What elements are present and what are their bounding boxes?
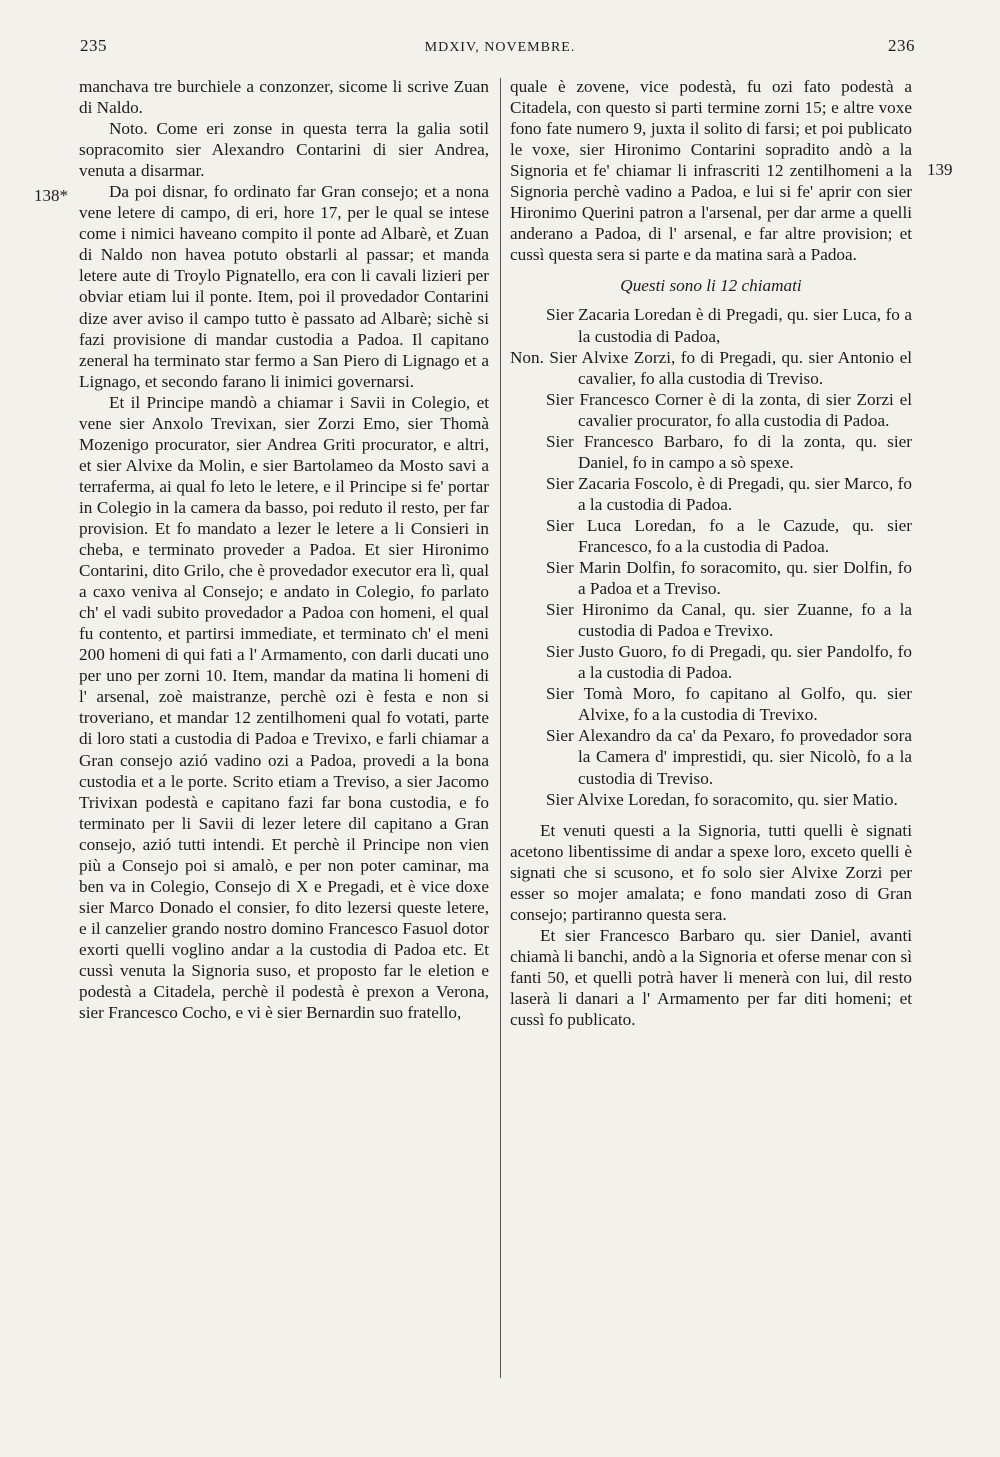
paragraph: manchava tre burchiele a conzonzer, sicome li scrive Zuan di Naldo. xyxy=(79,77,489,118)
list-item-text: Sier Luca Loredan, fo a le Cazude, qu. sier Francesco, fo a la custodia di Padoa. xyxy=(546,515,912,556)
right-column xyxy=(510,76,912,1030)
column-rule xyxy=(500,78,501,1378)
list-item-text: Sier Francesco Corner è di la zonta, di sier Zorzi el cavalier procurator, fo alla custodia di Padoa. xyxy=(546,389,912,430)
paragraph: quale è zovene, vice podestà, fu ozi fato podestà a Citadela, con questo si parti termine zorni 15; e altre voxe fono fate numero 9, juxta il solito di farsi; et poi publicato le voxe, sier Hironimo Contarini sopradito andò a la Signoria et fe' chiamar li infrascriti 12 zentilhomeni a la Signoria perchè vadino a Padoa, e lui si fe' aprir con sier Hironimo Querini patron a l'arsenal, per dar arme a quelli anderano a Padoa, di l' arsenal, e far altre provision; et cussì questa sera si parte e da matina sarà a Padoa. xyxy=(510,77,912,265)
list-item xyxy=(510,431,912,473)
paragraph: Da poi disnar, fo ordinato far Gran consejo; et a nona vene letere di campo, di eri, hore 17, per le qual se intese come i nimici haveano compito il ponte ad Albarè, et Zuan di Naldo non havea potuto obstarli al passar; et manda letere aute di Troylo Pignatello, era con li cavali lizieri per obviar etiam lui il ponte. Item, poi il provedador Contarini dize aver aviso il campo tutto è passato ad Albarè; sichè si fazi provisione di mandar custodia a Padoa. Il capitano zeneral ha terminato star fermo a San Piero di Lignago et a Lignago, et secondo farano li inimici governarsi. xyxy=(79,182,489,391)
paragraph: Et venuti questi a la Signoria, tutti quelli è signati acetono libentissime di andar a spexe loro, exceto quelli è signati che si scusono, et fo solo sier Alvixe Zorzi per esser so mojer amalata; e fono mandati zoso di Gran consejo; partiranno questa sera. xyxy=(510,820,912,924)
running-head: MDXIV, NOVEMBRE. xyxy=(424,40,576,55)
paragraph: Noto. Come eri zonse in questa terra la galia sotil sopracomito sier Alexandro Contarini di sier Andrea, venuta a disarmar. xyxy=(79,119,489,181)
list-item-text: Sier Francesco Barbaro, fo di la zonta, qu. sier Daniel, fo in campo a sò spexe. xyxy=(546,431,912,472)
list-item xyxy=(510,304,912,346)
list-item-text: Sier Zacaria Loredan è di Pregadi, qu. sier Luca, fo a la custodia di Padoa, xyxy=(546,305,912,346)
list-item xyxy=(510,515,912,557)
paragraph: Et il Principe mandò a chiamar i Savii in Colegio, et vene sier Anxolo Trevixan, sier Zorzi Emo, sier Thomà Mozenigo procurator, sier Andrea Griti procurator, e altri, et sier Alvixe da Molin, e sier Bartolameo da Mosto savi a terraferma, ai qual fo leto le letere, e il Principe si fe' portar in Colegio in la camera da basso, poi reduto il resto, per far provision. Et fo mandato a lezer le letere a li Consieri in cheba, e terminato proveder a Padoa. Et sier Hironimo Contarini, dito Grilo, che è provedador executor era lì, qual a caxo veniva al Consejo; e andato in Colegio, fo parlato ch' el vadi subito provedador a Padoa con homeni, el qual fu contento, et partirsi immediate, et terminato ch' el meni 200 homeni di qui fati a l' Armamento, con darli ducati uno per uno per zorni 10. Item, mandar da matina li homeni di l' arsenal, zoè maistranze, perchè ozi è festa e non si troveriano, et mandar 12 zentilhomeni qual fo votati, parte di loro stati a custodia di Padoa e Trevixo, e farli chiamar a Gran consejo azió vadino ozi a Padoa, provedi a la bona custodia et a le porte. Scrito etiam a Treviso, a sier Jacomo Trivixan podestà e capitano fazi far bona custodia, e fo terminato per li Savii di lezer letere dil capitano a Gran consejo, azió tutti intendi. Et perchè il Principe non vien più a Consejo poi si amalò, e per non poter caminar, ma ben va in Colegio, Consejo di X e Pregadi, et è vice doxe sier Marco Donado el consier, fo dito lezersi queste letere, e il canzelier grando nostro domino Francesco Fasuol dotor exorti quelli voglino andar a la custodia di Padoa etc. Et cussì venuta la Signoria suso, et proposto far le eletion e podestà a Citadela, perchè il podestà è prexon a Verona, sier Francesco Cocho, e vi è sier Bernardin suo fratello, xyxy=(79,392,489,1023)
list-heading: Questi sono li 12 chiamati xyxy=(620,276,802,296)
list-item-text: Sier Tomà Moro, fo capitano al Golfo, qu. sier Alvixe, fo a la custodia di Trevixo. xyxy=(546,684,912,725)
list-item-text: Sier Hironimo da Canal, qu. sier Zuanne, fo a la custodia di Padoa e Trevixo. xyxy=(546,600,912,641)
list-item xyxy=(510,473,912,515)
list-item-text: Sier Zacaria Foscolo, è di Pregadi, qu. sier Marco, fo a la custodia di Padoa. xyxy=(546,473,912,514)
page-number-left: 235 xyxy=(80,36,107,55)
list-item xyxy=(510,789,912,810)
list-item-text: Sier Marin Dolfin, fo soracomito, qu. sier Dolfin, fo a Padoa et a Treviso. xyxy=(546,558,912,599)
list-item-text: Sier Alexandro da ca' da Pexaro, fo provedador sora la Camera d' imprestidi, qu. sier Nicolò, fo a la custodia di Treviso. xyxy=(546,726,912,788)
left-column xyxy=(79,76,489,1023)
paragraph: Et sier Francesco Barbaro qu. sier Daniel, avanti chiamà li banchi, andò a la Signoria et oferse menar con sì fanti 50, et quelli potrà haver li menerà con lui, dil resto laserà li danari a l' Armamento per far diti homeni; et cussì fo publicato. xyxy=(510,925,912,1030)
list-item xyxy=(510,389,912,431)
list-item-text: Sier Justo Guoro, fo di Pregadi, qu. sier Pandolfo, fo a la custodia di Padoa. xyxy=(546,642,912,683)
list-item xyxy=(510,683,912,725)
list-item xyxy=(510,557,912,599)
margin-note-left: 138* xyxy=(34,186,68,205)
list-item xyxy=(510,347,912,389)
names-list xyxy=(510,304,912,809)
page-number-right: 236 xyxy=(888,36,915,55)
list-item xyxy=(510,725,912,788)
margin-note-right: 139 xyxy=(927,160,953,179)
list-item xyxy=(510,599,912,641)
list-item-prefix: Non. xyxy=(510,347,544,367)
list-item xyxy=(510,641,912,683)
list-item-text: Sier Alvixe Loredan, fo soracomito, qu. sier Matio. xyxy=(546,789,898,809)
list-item-text: Sier Alvixe Zorzi, fo di Pregadi, qu. sier Antonio el cavalier, fo alla custodia di Treviso. xyxy=(549,347,912,388)
